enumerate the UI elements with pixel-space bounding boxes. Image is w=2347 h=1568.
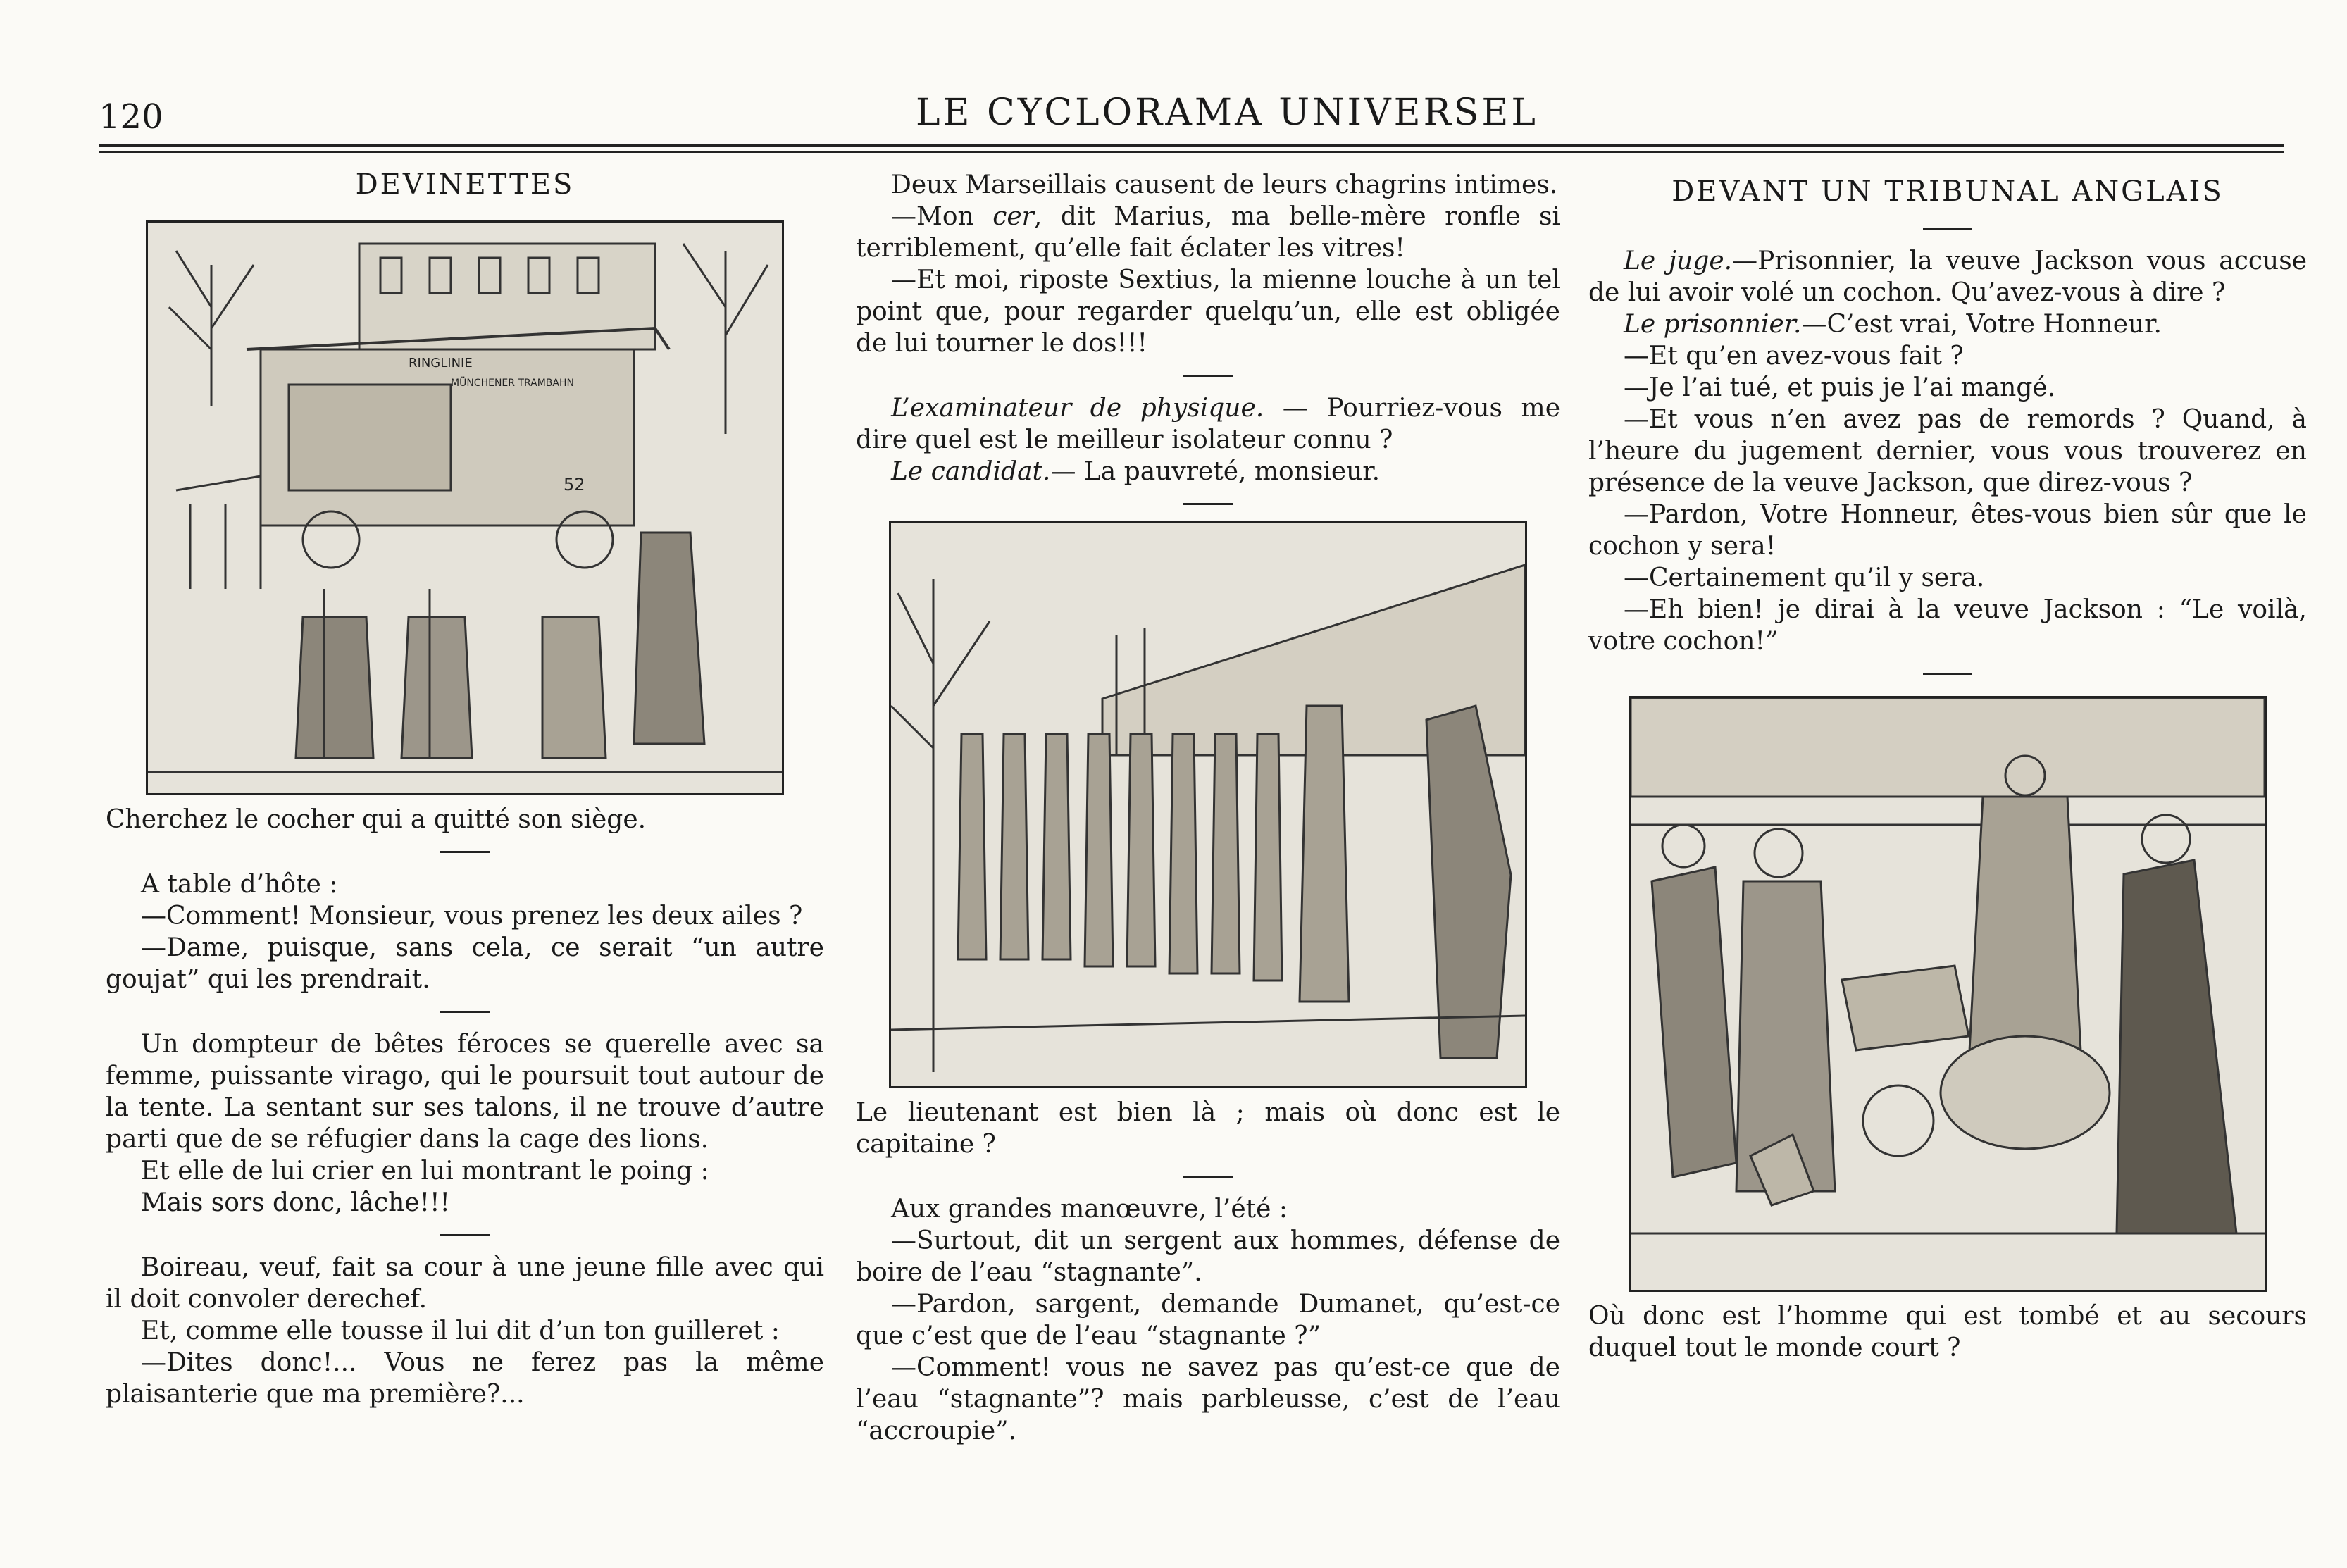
column-right <box>1588 169 2307 1364</box>
caption-tram: Cherchez le cocher qui a quitté son siège. <box>106 805 647 834</box>
paragraph: —Certainement qu’il y sera. <box>1624 564 1985 592</box>
paragraph: Et elle de lui crier en lui montrant le poing : <box>141 1157 709 1186</box>
tram-sign-munchener: MÜNCHENER TRAMBAHN <box>451 378 574 389</box>
separator <box>1923 673 1972 675</box>
italic-text: cer <box>992 202 1034 231</box>
paragraph: Mais sors donc, lâche!!! <box>141 1188 451 1217</box>
paragraph <box>856 456 1560 487</box>
text-run: —C’est vrai, Votre Honneur. <box>1801 310 2162 339</box>
text-run: — Pourriez-vous me dire quel est le meilleur isolateur connu ? <box>856 394 1561 454</box>
paragraph: Un dompteur de bêtes féroces se querelle avec sa femme, puissante virago, qui le poursuit tout autour de la tente. La sentant sur ses talons, il ne trouve d’autre parti que de se réfugier dans la cage des lions. <box>106 1030 824 1154</box>
paragraph: Deux Marseillais causent de leurs chagrins intimes. <box>891 170 1558 199</box>
italic-speaker: L’examinateur de physique. <box>891 394 1264 423</box>
separator <box>1183 1176 1233 1178</box>
separator <box>1183 375 1233 377</box>
page-number: 120 <box>99 97 163 137</box>
paragraph: —Et vous n’en avez pas de remords ? Quand, à l’heure du jugement dernier, vous vous trouverez en présence de la veuve Jackson, que direz-vous ? <box>1588 405 2307 497</box>
paragraph: —Comment! Monsieur, vous prenez les deux ailes ? <box>141 902 803 931</box>
paragraph: —Je l’ai tué, et puis je l’ai mangé. <box>1624 373 2056 402</box>
paragraph: —Dites donc!... Vous ne ferez pas la même plaisanterie que ma première?... <box>106 1348 824 1409</box>
page-header-title: LE CYCLORAMA UNIVERSEL <box>916 92 1538 134</box>
paragraph: —Et moi, riposte Sextius, la mienne louche à un tel point que, pour regarder quelqu’un, elle est obligée de lui tourner le dos!!! <box>856 266 1560 358</box>
text-run: —Mon <box>891 202 993 231</box>
tram-sign-ringlinie: RINGLINIE <box>409 356 473 371</box>
header-rule-thick <box>99 144 2284 147</box>
paragraph: —Et qu’en avez-vous fait ? <box>1624 342 1964 371</box>
caption-soldiers: Le lieutenant est bien là ; mais où donc est le capitaine ? <box>856 1098 1560 1159</box>
paragraph: A table d’hôte : <box>141 870 338 899</box>
paragraph: —Eh bien! je dirai à la veuve Jackson : “Le voilà, votre cochon!” <box>1588 595 2307 656</box>
section-heading-tribunal: DEVANT UN TRIBUNAL ANGLAIS <box>1671 175 2224 208</box>
separator <box>440 851 490 853</box>
text-run: , dit Marius, ma belle-mère ronfle si terriblement, qu’elle fait éclater les vitres! <box>856 202 1560 263</box>
section-heading-devinettes: DEVINETTES <box>355 168 575 201</box>
soldiers-illustration-icon <box>889 521 1527 1088</box>
paragraph: —Pardon, sargent, demande Dumanet, qu’est-ce que c’est que de l’eau “stagnante ?” <box>856 1290 1560 1350</box>
paragraph: Et, comme elle tousse il lui dit d’un ton guilleret : <box>141 1317 780 1345</box>
caption-street: Où donc est l’homme qui est tombé et au secours duquel tout le monde court ? <box>1588 1302 2307 1362</box>
street-scene-illustration-icon <box>1629 696 2267 1292</box>
paragraph <box>856 201 1560 264</box>
paragraph: —Dame, puisque, sans cela, ce serait “un autre goujat” qui les prendrait. <box>106 933 824 994</box>
separator <box>440 1234 490 1236</box>
paragraph <box>856 392 1560 456</box>
italic-speaker: Le prisonnier. <box>1624 310 1802 339</box>
paragraph: Aux grandes manœuvre, l’été : <box>891 1195 1288 1224</box>
paragraph: —Pardon, Votre Honneur, êtes-vous bien sûr que le cochon y sera! <box>1588 500 2307 561</box>
text-run: —Prisonnier, la veuve Jackson vous accuse de lui avoir volé un cochon. Qu’avez-vous à dire ? <box>1588 247 2307 307</box>
header-rule-thin <box>99 151 2284 153</box>
italic-speaker: Le candidat. <box>891 457 1051 486</box>
paragraph: —Surtout, dit un sergent aux hommes, défense de boire de l’eau “stagnante”. <box>856 1226 1560 1287</box>
separator <box>1923 228 1972 230</box>
paragraph: Boireau, veuf, fait sa cour à une jeune fille avec qui il doit convoler derechef. <box>106 1253 824 1314</box>
italic-speaker: Le juge. <box>1624 247 1733 275</box>
tram-illustration-icon <box>146 220 784 795</box>
column-middle <box>856 169 1560 1447</box>
separator <box>1183 503 1233 505</box>
paragraph <box>1588 309 2307 340</box>
column-left <box>106 169 824 1410</box>
tram-number: 52 <box>564 475 585 494</box>
paragraph: —Comment! vous ne savez pas qu’est-ce que de l’eau “stagnante”? mais parbleusse, c’est de l’eau “accroupie”. <box>856 1353 1560 1445</box>
paragraph <box>1588 245 2307 309</box>
text-run: — La pauvreté, monsieur. <box>1050 457 1381 486</box>
separator <box>440 1011 490 1013</box>
